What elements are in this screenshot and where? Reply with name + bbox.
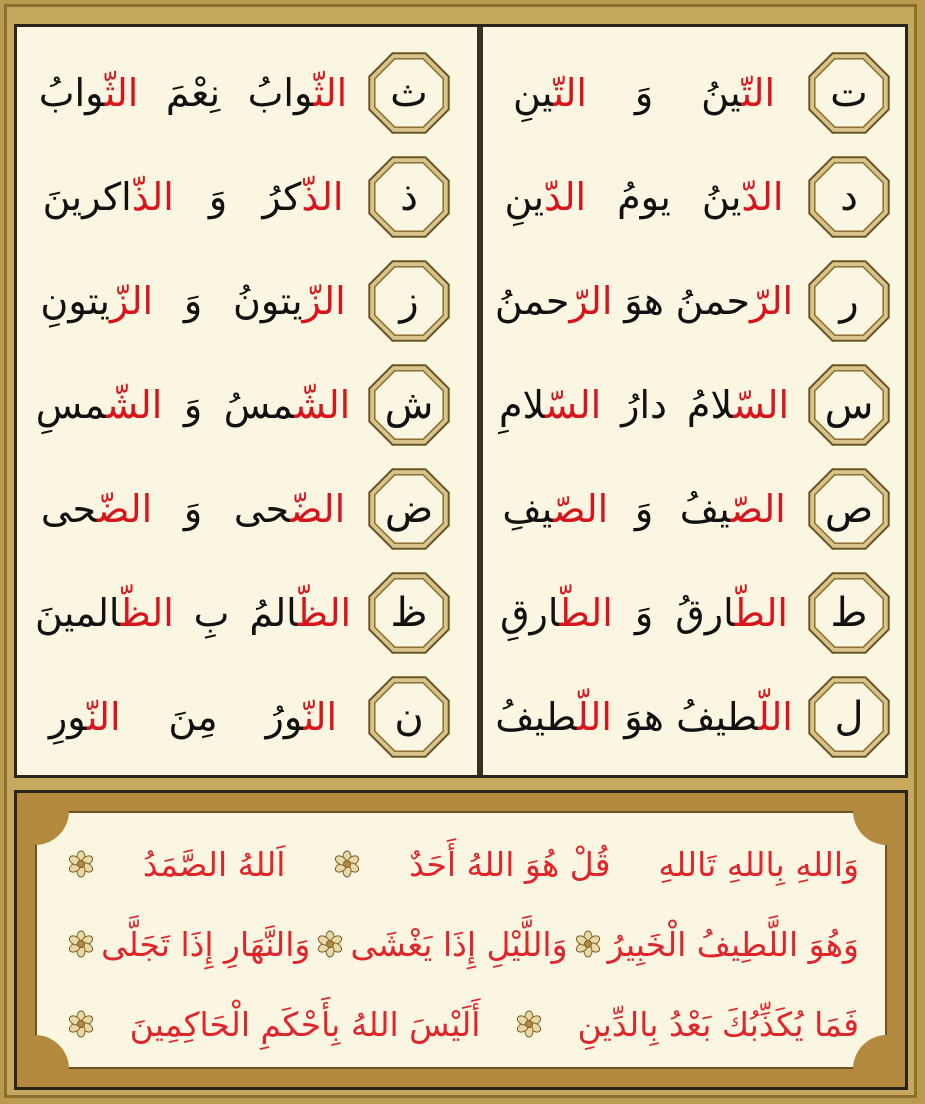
rosette-icon <box>67 1010 95 1038</box>
word-rest: حمنُ <box>494 279 570 323</box>
word-rest: يفُ <box>679 487 731 531</box>
verse: وَالنَّهَارِ إِذَا تَجَلَّى <box>101 924 311 964</box>
second-word <box>36 383 162 427</box>
highlighted-article: السّ <box>733 383 790 427</box>
second-word <box>495 695 612 739</box>
badge-letter: ل <box>834 694 864 740</box>
highlighted-article: الصّ <box>553 487 609 531</box>
octagon-badge-icon <box>363 567 455 659</box>
word-rest: ورِ <box>48 695 87 739</box>
second-word <box>513 71 587 115</box>
badge-letter: ز <box>399 278 419 324</box>
word-rest: وابُ <box>247 71 314 115</box>
example-phrase <box>489 471 799 547</box>
second-word <box>502 487 608 531</box>
octagon-badge-icon <box>803 359 895 451</box>
first-word <box>224 383 350 427</box>
word-rest: يفِ <box>502 487 554 531</box>
connector-word: وَ <box>634 487 654 531</box>
highlighted-article: التّ <box>553 71 587 115</box>
verse: وَاللهِ بِاللهِ تَاللهِ <box>658 844 859 884</box>
highlighted-article: الظّ <box>297 591 352 635</box>
second-word <box>500 591 613 635</box>
highlighted-article: الشّ <box>294 383 351 427</box>
highlighted-article: السّ <box>545 383 602 427</box>
second-word <box>495 279 613 323</box>
octagon-badge-icon <box>363 47 455 139</box>
badge-letter: ظ <box>390 590 428 636</box>
example-phrase <box>489 159 799 235</box>
first-word <box>676 279 794 323</box>
connector-word: وَ <box>208 175 228 219</box>
example-phrase <box>489 575 799 651</box>
connector-word: وَ <box>183 487 203 531</box>
letter-row <box>17 249 463 353</box>
connector-word: يومُ <box>617 175 671 219</box>
badge-letter: ر <box>839 278 859 324</box>
highlighted-article: الرّ <box>569 279 613 323</box>
word-rest: ارقُ <box>675 591 735 635</box>
rosette-icon <box>67 850 95 878</box>
highlighted-article: الزّ <box>302 279 346 323</box>
first-word <box>701 71 775 115</box>
octagon-badge-icon <box>363 255 455 347</box>
letter-row <box>483 561 925 665</box>
highlighted-article: الشّ <box>106 383 163 427</box>
example-phrase <box>25 159 361 235</box>
word-rest: ارقِ <box>500 591 560 635</box>
first-word <box>248 71 348 115</box>
badge-letter: ض <box>384 486 434 532</box>
highlighted-article: اللّ <box>577 695 612 739</box>
octagon-badge-icon <box>803 255 895 347</box>
badge-letter: د <box>840 174 858 220</box>
letter-row <box>17 561 463 665</box>
verse-panel <box>14 790 908 1090</box>
example-phrase <box>25 679 361 755</box>
connector-word: وَ <box>183 383 203 427</box>
octagon-badge-icon <box>363 151 455 243</box>
connector-word: هوَ <box>624 279 664 323</box>
highlighted-article: الضّ <box>97 487 153 531</box>
first-word <box>265 695 337 739</box>
letter-row <box>17 353 463 457</box>
word-rest: حمنُ <box>675 279 751 323</box>
connector-word: وَ <box>634 71 654 115</box>
verse-line-1 <box>67 829 859 899</box>
word-rest: المينَ <box>34 591 121 635</box>
word-rest: مسِ <box>35 383 107 427</box>
verse: أَلَيْسَ اللهُ بِأَحْكَمِ الْحَاكِمِينَ <box>129 1004 481 1044</box>
badge-letter: ش <box>384 382 434 428</box>
badge-letter: س <box>824 382 874 428</box>
first-word <box>676 695 793 739</box>
word-rest: طيفُ <box>495 695 578 739</box>
badge-letter: ث <box>390 70 428 116</box>
connector-word: نِعْمَ <box>165 71 221 115</box>
highlighted-article: الضّ <box>290 487 346 531</box>
rosette-icon <box>515 1010 543 1038</box>
rosette-icon <box>316 930 344 958</box>
word-rest: كرُ <box>262 175 302 219</box>
badge-letter: ن <box>394 694 424 740</box>
second-word <box>499 383 601 427</box>
second-word <box>49 695 121 739</box>
corner-ornament <box>35 1035 69 1069</box>
highlighted-article: الطّ <box>559 591 613 635</box>
badge-letter: ط <box>830 590 868 636</box>
rosette-icon <box>67 930 95 958</box>
letter-table <box>14 24 908 778</box>
word-rest: ينُ <box>701 175 742 219</box>
highlighted-article: النّ <box>86 695 121 739</box>
highlighted-article: الذّ <box>131 175 174 219</box>
highlighted-article: التّ <box>741 71 776 115</box>
verse: اَللهُ الصَّمَدُ <box>142 844 286 884</box>
highlighted-article: الظّ <box>120 591 174 635</box>
word-rest: المُ <box>249 591 298 635</box>
connector-word: هوَ <box>624 695 664 739</box>
word-rest: ورُ <box>265 695 304 739</box>
first-word <box>249 591 351 635</box>
second-word <box>505 175 587 219</box>
word-rest: يتونُ <box>232 279 303 323</box>
word-rest: يتونِ <box>40 279 110 323</box>
octagon-badge-icon <box>803 671 895 763</box>
corner-ornament <box>35 811 69 845</box>
letter-row <box>17 145 463 249</box>
verse: وَاللَّيْلِ إِذَا يَغْشَى <box>350 924 568 964</box>
verse-box <box>35 811 887 1069</box>
word-rest: مسُ <box>223 383 295 427</box>
letter-row <box>483 353 925 457</box>
connector-word: دارُ <box>621 383 667 427</box>
verse: فَمَا يُكَذِّبُكَ بَعْدُ بِالدِّينِ <box>577 1004 859 1044</box>
highlighted-article: النّ <box>303 695 338 739</box>
second-word <box>41 487 152 531</box>
highlighted-article: الزّ <box>110 279 154 323</box>
highlighted-article: الرّ <box>750 279 794 323</box>
first-word <box>702 175 784 219</box>
first-word <box>234 487 345 531</box>
octagon-badge-icon <box>803 151 895 243</box>
highlighted-article: اللّ <box>758 695 793 739</box>
example-phrase <box>25 263 361 339</box>
verse-line-2 <box>67 909 859 979</box>
badge-letter: ص <box>824 486 874 532</box>
octagon-badge-icon <box>803 567 895 659</box>
highlighted-article: الدّ <box>741 175 784 219</box>
verse-line-3 <box>67 989 859 1059</box>
octagon-badge-icon <box>803 47 895 139</box>
word-rest: اكرينَ <box>42 175 132 219</box>
letter-row <box>483 665 925 769</box>
highlighted-article: الثّ <box>104 71 139 115</box>
word-rest: لامُ <box>686 383 734 427</box>
highlighted-article: الدّ <box>544 175 587 219</box>
first-word <box>680 487 786 531</box>
connector-word: وَ <box>183 279 203 323</box>
letter-row <box>17 457 463 561</box>
connector-word: مِنَ <box>168 695 218 739</box>
connector-word: وَ <box>634 591 654 635</box>
example-phrase <box>25 575 361 651</box>
word-rest: ينِ <box>504 175 545 219</box>
highlighted-article: الصّ <box>730 487 786 531</box>
first-word <box>675 591 788 635</box>
second-word <box>35 591 174 635</box>
highlighted-article: الثّ <box>313 71 348 115</box>
word-rest: حى <box>40 487 98 531</box>
connector-word: بِ <box>193 591 230 635</box>
example-phrase <box>489 263 799 339</box>
rosette-icon <box>574 930 602 958</box>
letter-row <box>483 249 925 353</box>
letter-row <box>483 145 925 249</box>
word-rest: طيفُ <box>676 695 759 739</box>
first-word <box>262 175 343 219</box>
octagon-badge-icon <box>363 463 455 555</box>
badge-letter: ذ <box>400 174 418 220</box>
verse: وَهُوَ اللَّطِيفُ الْخَبِيرُ <box>607 924 859 964</box>
badge-letter: ت <box>830 70 868 116</box>
second-word <box>43 175 174 219</box>
verse: قُلْ هُوَ اللهُ أَحَدٌ <box>409 844 611 884</box>
octagon-badge-icon <box>363 359 455 451</box>
letter-row <box>17 41 463 145</box>
first-word <box>687 383 789 427</box>
word-rest: وابُ <box>38 71 105 115</box>
letter-row <box>17 665 463 769</box>
example-phrase <box>25 367 361 443</box>
example-phrase <box>489 55 799 131</box>
example-phrase <box>25 471 361 547</box>
rosette-icon <box>333 850 361 878</box>
highlighted-article: الذّ <box>301 175 344 219</box>
letter-row <box>483 457 925 561</box>
word-rest: ينُ <box>701 71 742 115</box>
highlighted-article: الطّ <box>734 591 788 635</box>
octagon-badge-icon <box>803 463 895 555</box>
example-phrase <box>489 679 799 755</box>
letter-row <box>483 41 925 145</box>
left-column <box>17 27 463 775</box>
first-word <box>233 279 346 323</box>
second-word <box>40 279 153 323</box>
right-column <box>483 27 925 775</box>
example-phrase <box>489 367 799 443</box>
word-rest: حى <box>233 487 291 531</box>
example-phrase <box>25 55 361 131</box>
word-rest: لامِ <box>498 383 546 427</box>
octagon-badge-icon <box>363 671 455 763</box>
word-rest: ينِ <box>512 71 554 115</box>
second-word <box>39 71 139 115</box>
